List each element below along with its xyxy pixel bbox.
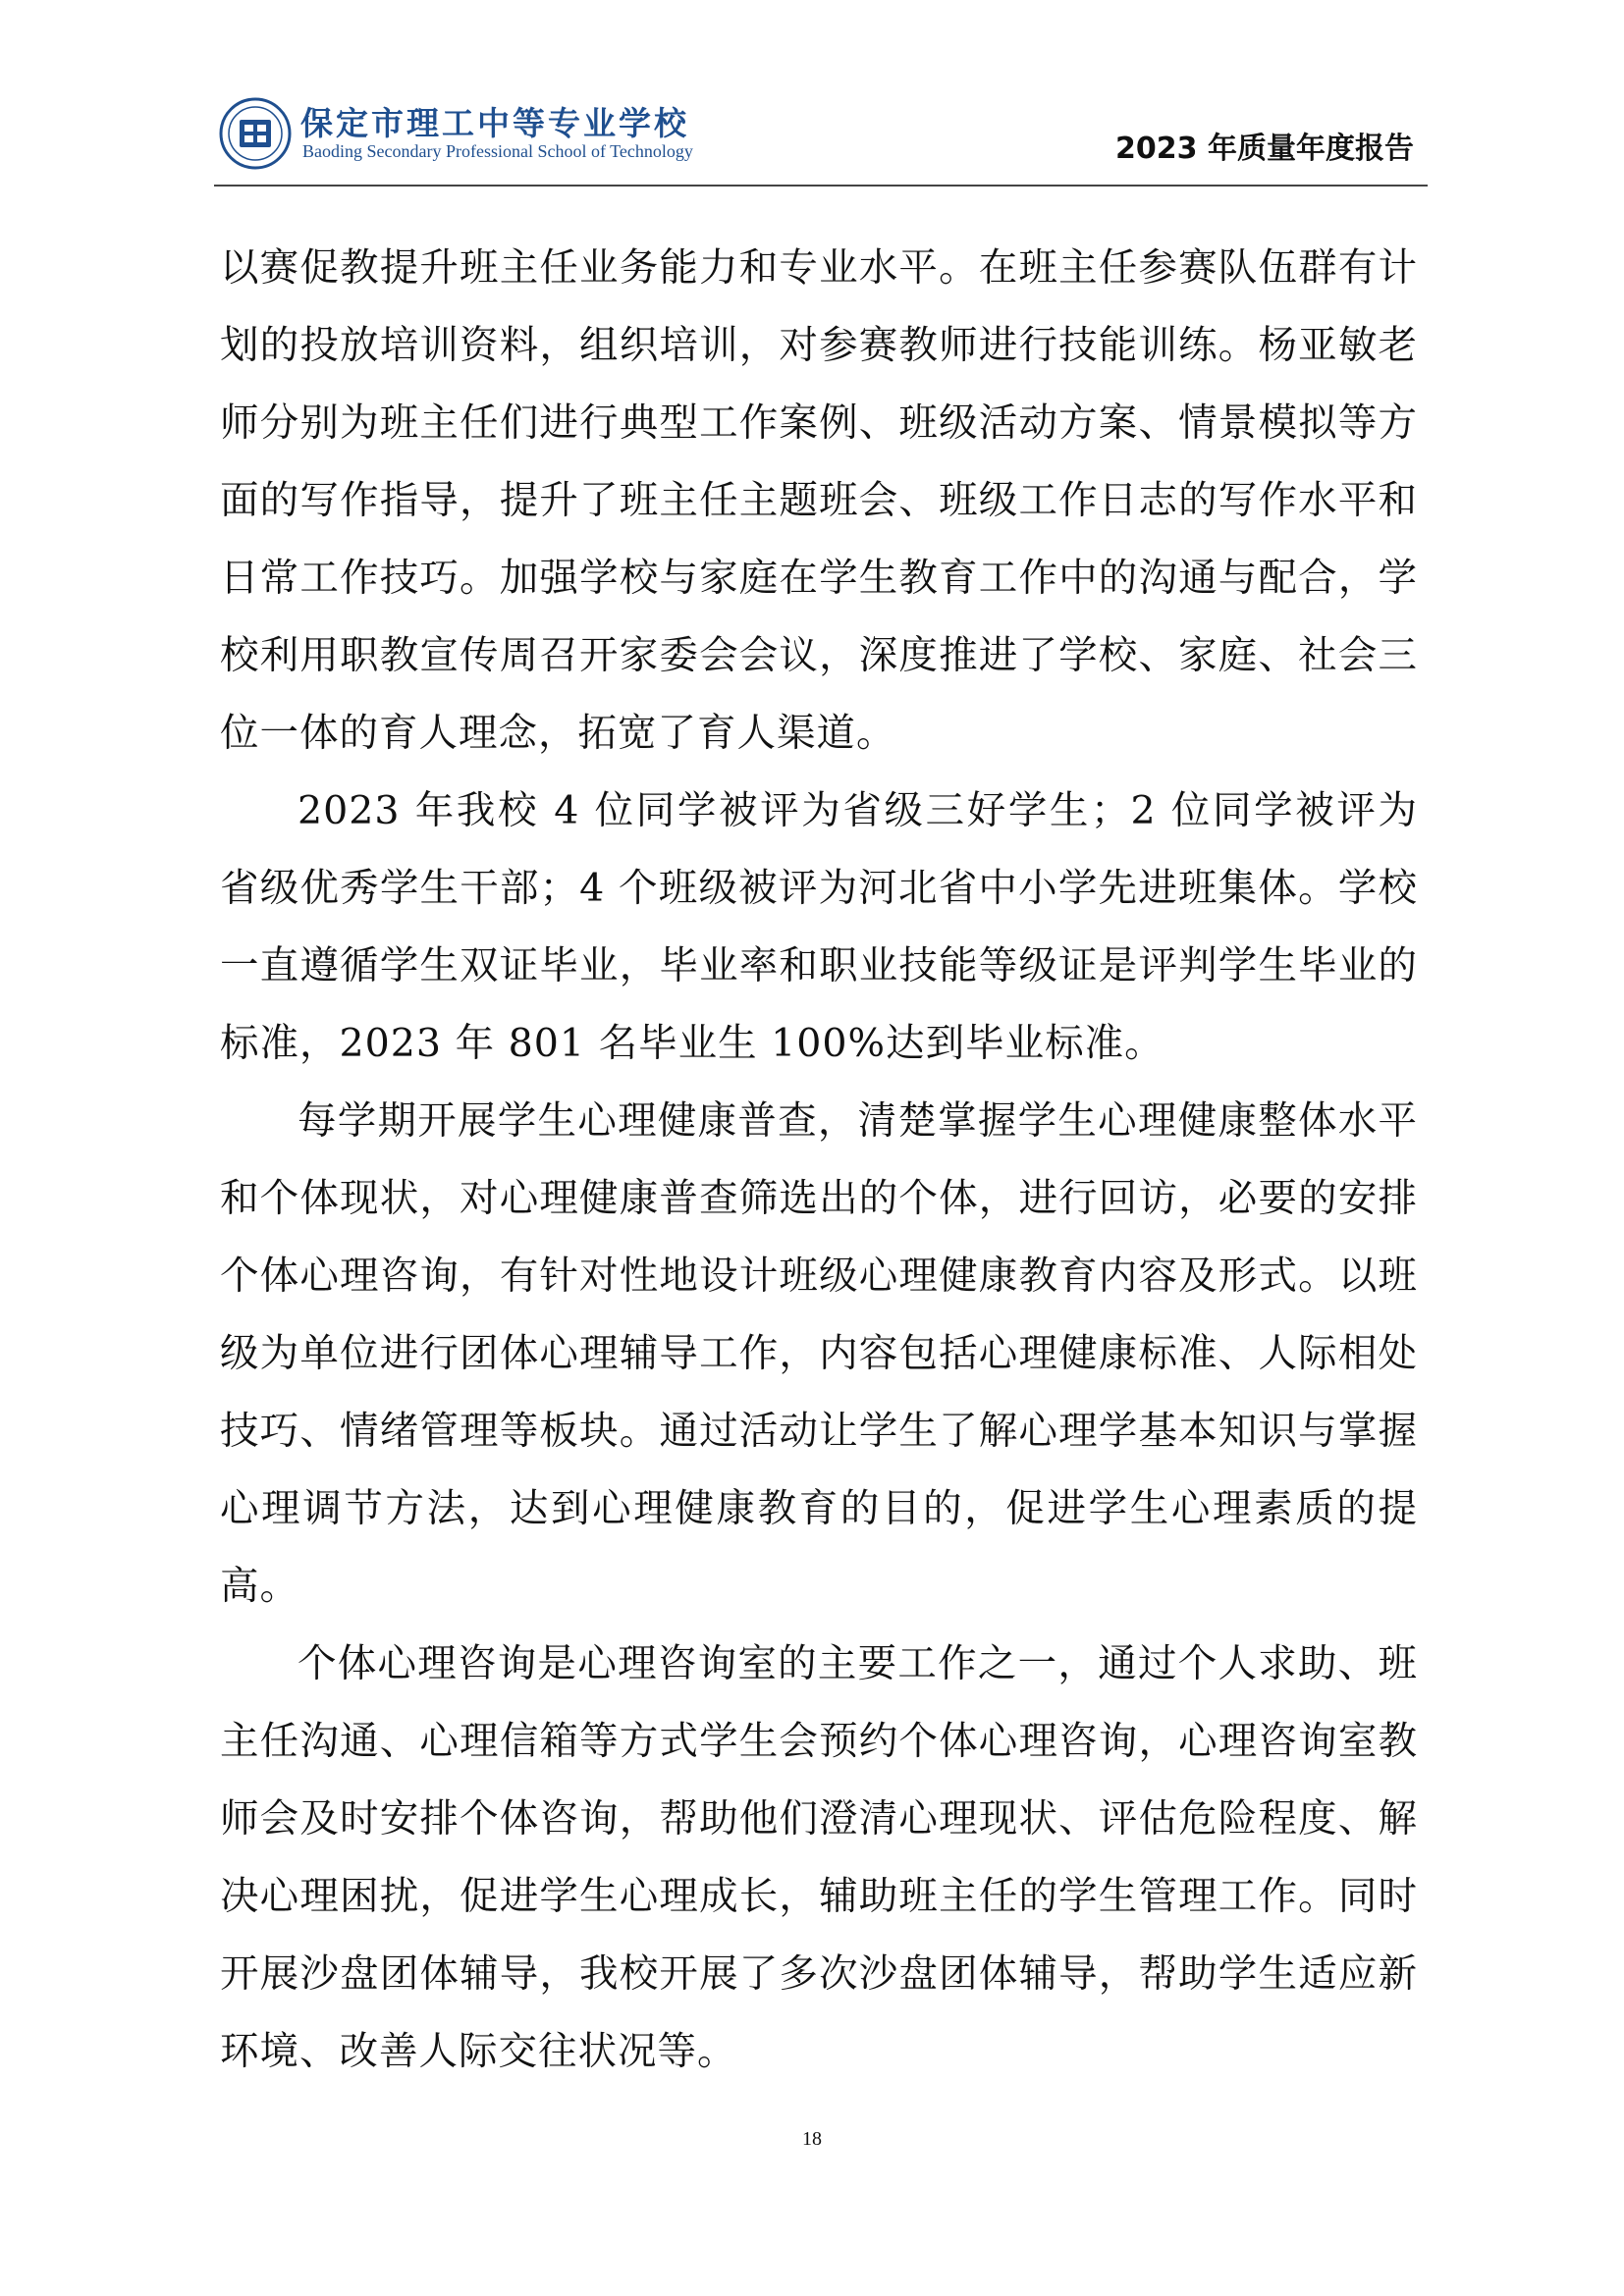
report-title: 2023 年质量年度报告 bbox=[1115, 132, 1414, 166]
paragraph-mental-health-survey: 每学期开展学生心理健康普查，清楚掌握学生心理健康整体水平和个体现状，对心理健康普查筛选出的个体，进行回访，必要的安排个体心理咨询，有针对性地设计班级心理健康教育内容及形式。以班级为单位进行团体心理辅导工作，内容包括心理健康标准、人际相处技巧、情绪管理等板块。通过活动让学生了解心理学基本知识与掌握心理调节方法，达到心理健康教育的目的，促进学生心理素质的提高。 bbox=[220, 1098, 1418, 1609]
paragraph-awards: 2023 年我校 4 位同学被评为省级三好学生；2 位同学被评为省级优秀学生干部；4 个班级被评为河北省中小学先进班集体。学校一直遵循学生双证毕业，毕业率和职业技能等级证是评判学生毕业的标准，2023 年 801 名毕业生 100%达到毕业标准。 bbox=[220, 788, 1418, 1066]
school-name-en: Baoding Secondary Professional School of Technology bbox=[302, 141, 693, 161]
body-text bbox=[220, 230, 1418, 2091]
header-divider bbox=[214, 185, 1428, 187]
paragraph-counseling: 个体心理咨询是心理咨询室的主要工作之一，通过个人求助、班主任沟通、心理信箱等方式学生会预约个体心理咨询，心理咨询室教师会及时安排个体咨询，帮助他们澄清心理现状、评估危险程度、解决心理困扰，促进学生心理成长，辅助班主任的学生管理工作。同时开展沙盘团体辅导，我校开展了多次沙盘团体辅导，帮助学生适应新环境、改善人际交往状况等。 bbox=[220, 1641, 1418, 2074]
page-number: 18 bbox=[802, 2128, 822, 2150]
paragraph-continued: 以赛促教提升班主任业务能力和专业水平。在班主任参赛队伍群有计划的投放培训资料，组织培训，对参赛教师进行技能训练。杨亚敏老师分别为班主任们进行典型工作案例、班级活动方案、情景模拟等方面的写作指导，提升了班主任主题班会、班级工作日志的写作水平和日常工作技巧。加强学校与家庭在学生教育工作中的沟通与配合，学校利用职教宣传周召开家委会会议，深度推进了学校、家庭、社会三位一体的育人理念，拓宽了育人渠道。 bbox=[220, 245, 1418, 756]
school-seal-icon bbox=[218, 96, 293, 171]
page-header bbox=[218, 90, 1426, 183]
school-name-cn: 保定市理工中等专业学校 bbox=[300, 104, 689, 142]
